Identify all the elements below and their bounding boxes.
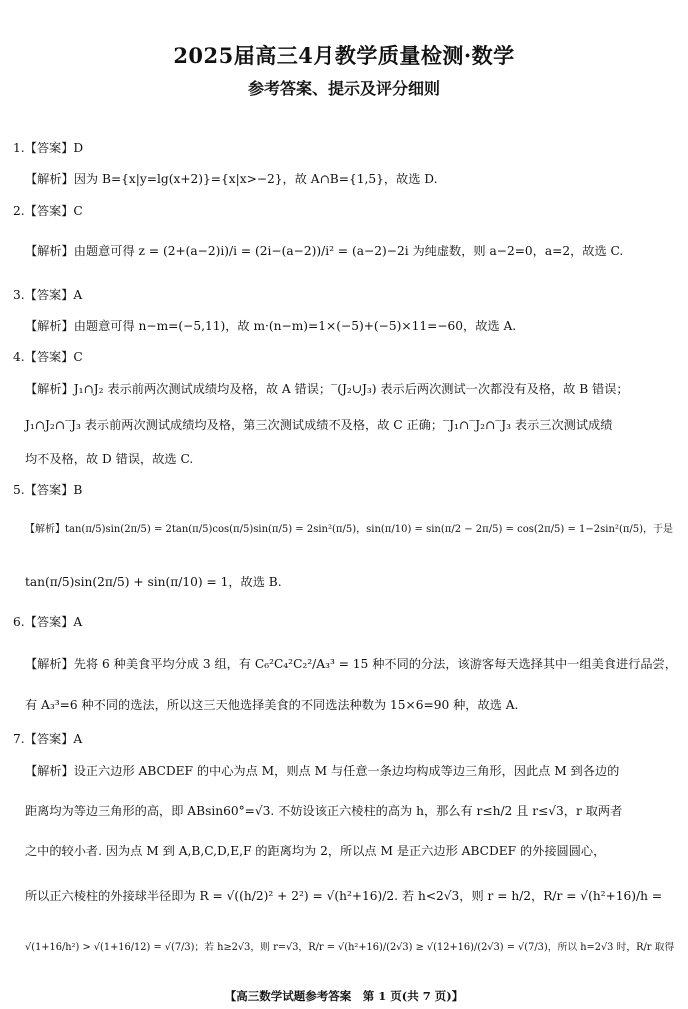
explanation-1: 【解析】因为 B={x|y=lg(x+2)}={x|x>−2}，故 A∩B={1,5}，故选 D.: [25, 172, 438, 186]
answer-7: 7.【答案】A: [13, 732, 83, 746]
explanation-6-line1: 【解析】先将 6 种美食平均分成 3 组，有 C₆²C₄²C₂²/A₃³ = 15 种不同的分法，该游客每天选择其中一组美食进行品尝，: [25, 657, 677, 671]
explanation-7-line1: 【解析】设正六边形 ABCDEF 的中心为点 M，则点 M 与任意一条边均构成等边三角形，因此点 M 到各边的: [25, 764, 620, 778]
explanation-7-line5: √(1+16/h²) > √(1+16/12) = √(7/3)；若 h≥2√3，则 r=√3，R/r = √(h²+16)/(2√3) ≥ √(12+16)/(2√3) = √(7/3)，所以 h=2√3 时，R/r 取得: [25, 942, 675, 953]
answer-1: 1.【答案】D: [13, 141, 84, 155]
explanation-4-line1: 【解析】J₁∩J₂ 表示前两次测试成绩均及格，故 A 错误；‾(J₂∪J₃) 表示后两次测试一次都没有及格，故 B 错误；: [25, 382, 629, 396]
page-footer: 【高三数学试题参考答案 第 1 页(共 7 页)】: [224, 989, 464, 1003]
explanation-6-line2: 有 A₃³=6 种不同的选法，所以这三天他选择美食的不同选法种数为 15×6=90 种，故选 A.: [25, 698, 519, 712]
explanation-7-line2: 距离均为等边三角形的高，即 ABsin60°=√3. 不妨设该正六棱柱的高为 h，那么有 r≤h/2 且 r≤√3，r 取两者: [25, 804, 623, 818]
explanation-4-line3: 均不及格，故 D 错误，故选 C.: [25, 452, 194, 466]
page-subtitle: 参考答案、提示及评分细则: [247, 79, 440, 98]
answer-5: 5.【答案】B: [13, 483, 83, 497]
explanation-5-line2: tan(π/5)sin(2π/5) + sin(π/10) = 1，故选 B.: [25, 575, 282, 589]
explanation-5-line1: 【解析】tan(π/5)sin(2π/5) = 2tan(π/5)cos(π/5)sin(π/5) = 2sin²(π/5)，sin(π/10) = sin(π/2 − 2π/5) = cos(2π/5) = 1−2sin²(π/5)，于是: [25, 524, 674, 535]
answer-6: 6.【答案】A: [13, 615, 83, 629]
page-title: 2025届高三4月教学质量检测·数学: [173, 43, 515, 68]
answer-3: 3.【答案】A: [13, 288, 83, 302]
explanation-7-line4: 所以正六棱柱的外接球半径即为 R = √((h/2)² + 2²) = √(h²+16)/2. 若 h<2√3，则 r = h/2，R/r = √(h²+16)/h =: [25, 889, 663, 903]
explanation-2: 【解析】由题意可得 z = (2+(a−2)i)/i = (2i−(a−2))/i² = (a−2)−2i 为纯虚数，则 a−2=0，a=2，故选 C.: [25, 244, 624, 258]
explanation-4-line2: J₁∩J₂∩‾J₃ 表示前两次测试成绩均及格，第三次测试成绩不及格，故 C 正确；‾J₁∩‾J₂∩‾J₃ 表示三次测试成绩: [25, 418, 613, 432]
explanation-7-line3: 之中的较小者. 因为点 M 到 A,B,C,D,E,F 的距离均为 2，所以点 M 是正六边形 ABCDEF 的外接圆圆心，: [25, 844, 606, 858]
explanation-3: 【解析】由题意可得 n−m=(−5,11)，故 m·(n−m)=1×(−5)+(−5)×11=−60，故选 A.: [25, 319, 517, 333]
answer-4: 4.【答案】C: [13, 350, 83, 364]
answer-2: 2.【答案】C: [13, 204, 83, 218]
